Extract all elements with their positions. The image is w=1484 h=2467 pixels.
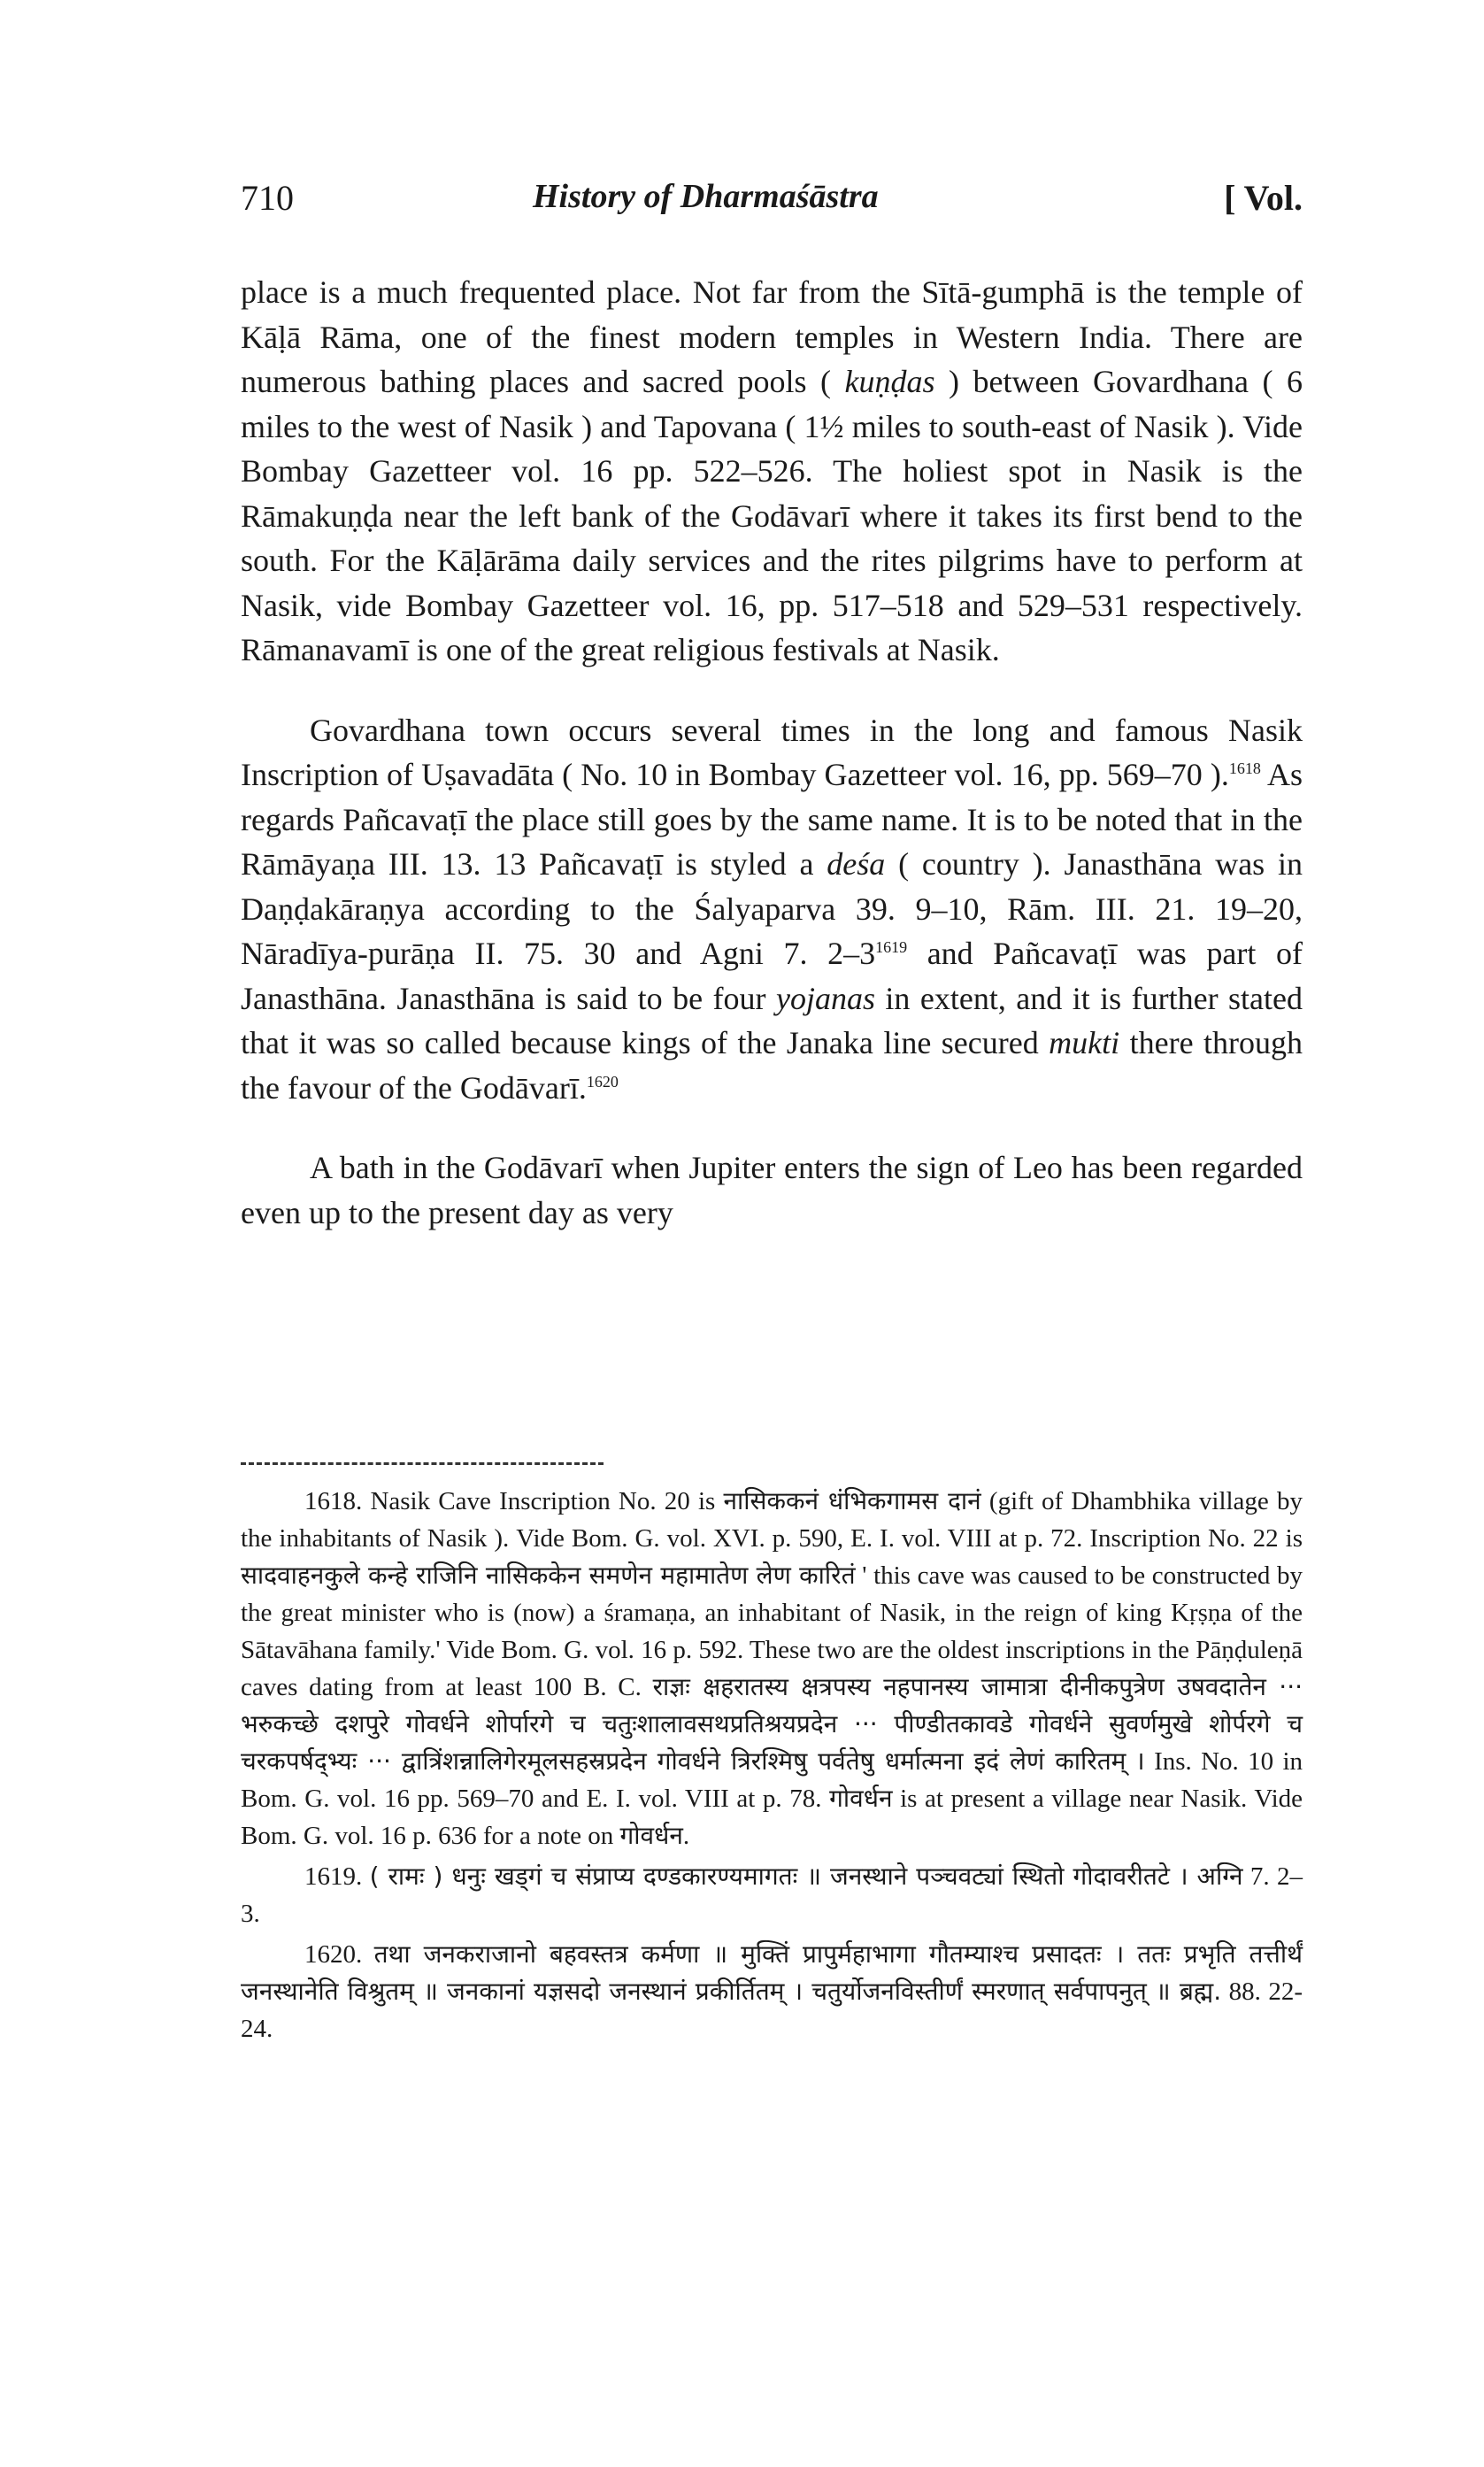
text-run: (gift of Dhambhika village by the inhabitants of Nasik ). Vide Bom. G. vol. XVI. p. 590, E. I. vol. VIII at p. 72. Inscription No. 22 is: [241, 1487, 1303, 1553]
paragraph-3: [241, 1145, 1303, 1235]
main-text: [241, 270, 1303, 1235]
text-run: As regards Pañcavaṭī the place still goes by the same name. It is to be noted that in the Rāmāyaṇa III. 13. 13 Pañcavaṭī is styled a: [241, 757, 1303, 882]
text-run: ( country ). Janasthāna was in Daṇḍakāraṇya according to the Śalyaparva 39. 9–10, Rām. III. 21. 19–20, Nāradīya-purāṇa II. 75. 30 and Agni 7. 2–3: [241, 846, 1303, 971]
text-run: in extent, and it is further stated that it was so called because kings of the Janaka line secured: [241, 980, 1303, 1060]
devanagari-text: तथा जनकराजानो बहवस्तत्र कर्मणा ॥ मुक्तिं प्रापुर्महाभागा गौतम्याश्च प्रसादतः । ततः प्रभृति तत्तीर्थं जनस्थानेति विश्रुतम् ॥ जनकानां यज्ञसदो जनस्थानं प्रकीर्तितम् । चतुर्योजनविस्तीर्णं स्मरणात् सर्वपापनुत् ॥ ब्रह्म.: [241, 1939, 1303, 2006]
text-run: and Pañcavaṭī was part of Janasthāna. Janasthāna is said to be four: [241, 936, 1303, 1016]
text-run: । Ins. No. 10 in Bom. G. vol. 16 pp. 569–70 and E. I. vol. VIII at p. 78.: [241, 1747, 1303, 1813]
italic-term: mukti: [1049, 1025, 1120, 1060]
footnote-1619: [241, 1858, 1303, 1932]
devanagari-text: नासिककनं धंभिकगामस दानं: [723, 1486, 981, 1515]
footnote-divider: [241, 1462, 604, 1465]
text-run: place is a much frequented place. Not far from the Sītā-gumphā is the temple of Kāḷā Rāma, one of the finest modern temples in Western India. There are numerous bathing places and sacred pools (: [241, 274, 1303, 399]
text-run: Govardhana town occurs several times in the long and famous Nasik Inscription of Uṣavadāta ( No. 10 in Bombay Gazetteer vol. 16, pp. 569–70 ).: [241, 712, 1303, 792]
footnote-ref: 1619: [875, 938, 908, 956]
italic-term: yojanas: [775, 980, 875, 1016]
italic-term: deśa: [827, 846, 886, 882]
devanagari-text: सादवाहनकुले कन्हे राजिनि नासिककेन समणेन महामातेण लेण कारितं: [241, 1561, 856, 1590]
italic-term: kuṇḍas: [844, 364, 935, 399]
text-run: ) between Govardhana ( 6 miles to the west of Nasik ) and Tapovana ( 1½ miles to south-east of Nasik ). Vide Bombay Gazetteer vol. 16 pp. 522–526. The holiest spot in Nasik is the Rāmakuṇḍa near the left bank of the Godāvarī where it takes its first bend to the south. For the Kāḷārāma daily services and the rites pilgrims have to perform at Nasik, vide Bombay Gazetteer vol. 16, pp. 517–518 and 529–531 respectively. Rāmanavamī is one of the great religious festivals at Nasik.: [241, 364, 1303, 667]
volume-label: [ Vol.: [1224, 178, 1303, 218]
text-run: there through the favour of the Godāvarī.: [241, 1025, 1303, 1106]
devanagari-text: गोवर्धन: [619, 1821, 683, 1850]
paragraph-1: [241, 270, 1303, 673]
footnote-1618: [241, 1483, 1303, 1854]
text-run: A bath in the Godāvarī when Jupiter enters the sign of Leo has been regarded even up to the present day as very: [241, 1150, 1303, 1230]
footnote-1620: [241, 1936, 1303, 2047]
text-run: ' this cave was caused to be constructed by the great minister who is (now) a śramaṇa, an inhabitant of Nasik, in the reign of king Kṛṣṇa of the Sātavāhana family.' Vide Bom. G. vol. 16 p. 592. These two are the oldest inscriptions in the Pāṇḍuleṇā caves dating from at least 100 B. C.: [241, 1561, 1303, 1701]
text-run: 1619.: [304, 1862, 370, 1891]
paragraph-2: [241, 708, 1303, 1111]
page-number: 710: [241, 178, 294, 218]
text-run: 1618. Nasik Cave Inscription No. 20 is: [304, 1487, 724, 1515]
page-header: [241, 177, 1303, 230]
text-run: .: [682, 1822, 690, 1850]
devanagari-text: गोवर्धन: [829, 1784, 893, 1813]
devanagari-text: राज्ञः क्षहरातस्य क्षत्रपस्य नहपानस्य जामात्रा दीनीकपुत्रेण उषवदातेन ··· भरुकच्छे दशपुरे गोवर्धने शोर्पारगे च चतुःशालावसथप्रतिश्रयप्रदेन ··· पीण्डीतकावडे गोवर्धने सुवर्णमुखे शोर्परगे च चरकपर्षद्भ्यः ··· द्वात्रिंशन्नालिगेरमूलसहस्रप्रदेन गोवर्धने त्रिरश्मिषु पर्वतेषु धर्मात्मना इदं लेणं कारितम्: [241, 1672, 1303, 1776]
devanagari-text: ( रामः ) धनुः खड्गं च संप्राप्य दण्डकारण्यमागतः ॥ जनस्थाने पञ्चवट्यां स्थितो गोदावरीतटे । अग्नि: [369, 1862, 1243, 1891]
running-title: History of Dharmaśāstra: [533, 178, 879, 215]
footnote-ref: 1618: [1228, 759, 1261, 777]
text-run: 88. 22-24.: [241, 1977, 1303, 2043]
text-run: 1620.: [304, 1940, 374, 1969]
footnotes: [241, 1483, 1303, 2051]
text-run: 7. 2–3.: [241, 1862, 1303, 1928]
text-run: is at present a village near Nasik. Vide Bom. G. vol. 16 p. 636 for a note on: [241, 1785, 1303, 1850]
footnote-ref: 1620: [586, 1072, 619, 1091]
